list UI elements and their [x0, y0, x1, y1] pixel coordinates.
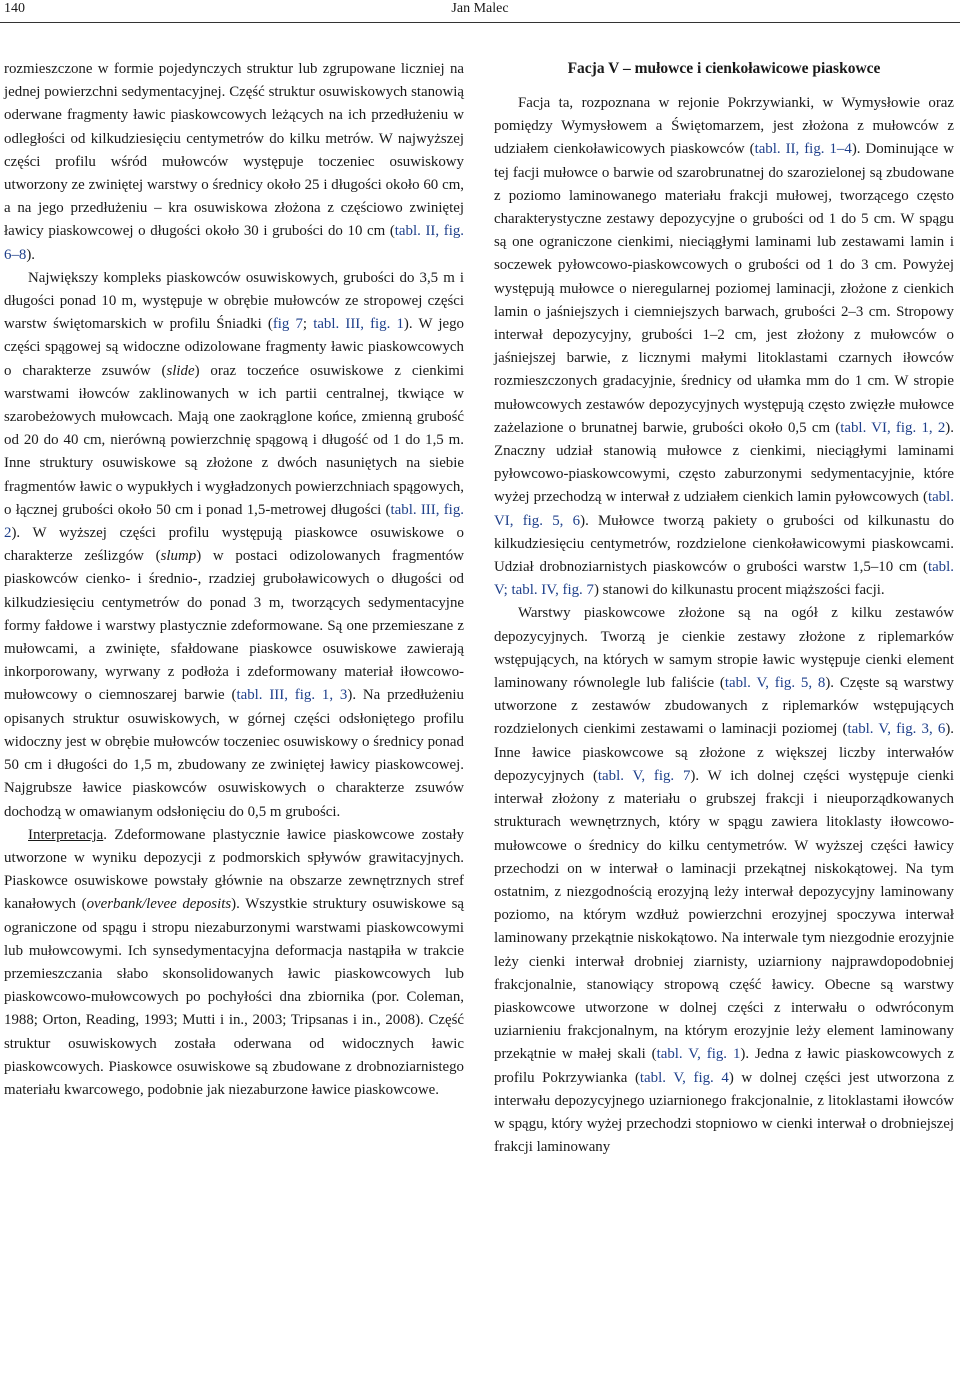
- text-run: ). W ich dolnej części występuje cienki interwał złożony z materiału o grubszej frakcji i nieuporządkowanych strukturach wewnętrznych, który w spągu zawiera litoklasty iłowcowo-mułowcowe o średnicy do kilku centymetrów. W wyższej części ławicy przechodzi on w interwał o laminacji przekątnej niskokątowej. Na tym ostatnim, z niezgodnością erozyjną leży interwał depozycyjny laminowany poziomo, na którym wzdłuż powierzchni erozyjnej spoczywa interwał laminowany przekątnie niskokątowo. Na interwale tym niezgodnie erozyjnie leży cienki interwał drobniej ziarnisty, uziarniony najprawdopodobniej frakcjonalnie, stanowiący stropową część ławicy. Obecne są warstwy piaskowcowe utworzone w dolnej części z interwału o odwróconym uziarnieniu frakcjonalnym, na którym erozyjnie leży element laminowany przekątnie w małej skali (: [494, 767, 954, 1063]
- text-run: Największy kompleks piaskowców osuwiskowych, grubości do 3,5 m i długości ponad 10 m, występuje w obrębie mułowców ze stropowej części warstw świętomarskich w profilu Śniadki (: [4, 269, 464, 333]
- text-run: ) w dolnej części jest utworzona z interwału depozycyjnego uziarnionego frakcjonalnie, z litoklastami iłowców w spągu, który wyżej przechodzi stopniowo w cienki interwał o drobniejszej frakcji laminowany: [494, 1069, 955, 1156]
- text-run: ). Częste są warstwy utworzone z zestawów zbudowanych z riplemarków wstępujących rozdzielonych cienkimi zestawami o laminacji poziomej (: [494, 675, 955, 738]
- figure-reference-link[interactable]: tabl. III, fig. 1: [313, 316, 404, 333]
- figure-reference-link[interactable]: tabl. V, fig. 5, 8: [724, 675, 826, 692]
- figure-reference-link[interactable]: tabl. III, fig. 1, 3: [236, 687, 348, 704]
- text-run: . Zdeformowane plastycznie ławice piaskowcowe zostały utworzone w wyniku depozycji z podmorskich spływów grawitacyjnych. Piaskowce osuwiskowe powstały głównie na obszarze zewnętrznych stref kanałowych (: [4, 826, 464, 913]
- running-head: [0, 0, 960, 23]
- text-run: ). W wyższej części profilu występują piaskowce osuwiskowe o charakterze ześlizgów (: [4, 525, 464, 565]
- figure-reference-link[interactable]: tabl. V, fig. 3, 6: [847, 721, 946, 738]
- text-run: rozmieszczone w formie pojedynczych struktur lub zgrupowane liczniej na jednej powierzchni sedymentacyjnej. Część struktur osuwiskowych stanowią oderwane fragmenty ławic piaskowcowych leżących na ich przedłużeniu w odległości od kilkudziesięciu centymetrów do kilku metrów. W najwyższej części profilu wśród mułowców występuje toczeniec osuwiskowy utworzony ze zwiniętej warstwy o średnicy około 25 i długości około 60 cm, a na jego przedłużeniu – kra osuwiskowa złożona z częściowo zwiniętej ławicy piaskowcowej o długości około 30 i grubości do 10 cm (: [4, 61, 464, 240]
- text-run: ). Znaczny udział stanowią mułowce z cienkimi, nieciągłymi laminami pyłowcowo-piaskowcowymi, często zaburzonymi sedymentacyjnie, które wyżej przechodzą w interwał z udziałem cienkich lamin pyłowcowych (: [494, 419, 954, 506]
- figure-reference-link[interactable]: tabl. V; tabl. IV, fig. 7: [494, 559, 954, 599]
- text-run: ) oraz toczeńce osuwiskowe z cienkimi warstwami iłowców zaklinowanych w ich partii centralnej, tkwiące w szarobeżowych mułowcach. Mają one zaokrąglone końce, zmienną grubość od 20 do 40 cm, nierówną powierzchnię spągową i długość od 1 do 1,5 m. Inne struktury osuwiskowe są złożone z dwóch nasuniętych na siebie fragmentów ławic o wypukłych i wygładzonych powierzchniach spągowych, o łącznej grubości około 50 cm i ponad 1,5-metrowej długości (: [4, 362, 464, 518]
- figure-reference-link[interactable]: tabl. VI, fig. 1, 2: [840, 419, 946, 436]
- italic-term: slump: [160, 548, 197, 565]
- text-run: ;: [302, 316, 314, 333]
- figure-reference-link[interactable]: fig 7: [272, 316, 303, 333]
- text-run: ). Na przedłużeniu opisanych struktur osuwiskowych, w górnej części odsłoniętego profilu widoczny jest w obrębie mułowców toczeniec osuwiskowy o średnicy ponad 50 cm i długości do 1,5 m, zbudowany ze zwiniętej ławicy piaskowcowej. Najgrubsze ławice piaskowców osuwiskowych o charakterze zsuwów dochodzą w omawianym odsłonięciu do 0,5 m grubości.: [4, 687, 464, 820]
- figure-reference-link[interactable]: tabl. VI, fig. 5, 6: [494, 489, 954, 529]
- right-column: [494, 58, 954, 1159]
- text-run: Facja ta, rozpoznana w rejonie Pokrzywianki, w Wymysłowie oraz pomiędzy Wymysłowem a Świętomarzem, jest złożona z mułowców z udziałem cienkoławicowych piaskowców (: [494, 95, 954, 158]
- text-run: ). W jego części spągowej są widoczne odizolowane fragmenty ławic piaskowcowych o charakterze zsuwów (: [4, 316, 464, 379]
- figure-reference-link[interactable]: tabl. II, fig. 6–8: [4, 223, 464, 263]
- text-run: ) stanowi do kilkunastu procent miąższości facji.: [593, 582, 885, 599]
- text-run: ).: [26, 246, 36, 263]
- figure-reference-link[interactable]: tabl. III, fig. 2: [4, 501, 464, 542]
- text-run: Warstwy piaskowcowe złożone są na ogół z kilku zestawów depozycyjnych. Tworzą je cienkie zestawy złożone z riplemarków wstępujących, na których w samym stropie ławic występuje cienki element laminowany równolegle lub faliście (: [494, 605, 954, 692]
- right-paragraph-1: [494, 92, 954, 602]
- left-column: [4, 58, 464, 1102]
- page-number: 140: [4, 1, 25, 16]
- section-heading: Facja V – mułowce i cienkoławicowe piaskowce: [567, 60, 881, 77]
- italic-term: overbank/levee deposits: [86, 896, 232, 913]
- text-run: ). Mułowce tworzą pakiety o grubości od kilkunastu do kilkudziesięciu centymetrów, rozdzielone cienkoławicowymi piaskowcami. Udział drobnoziarnistych piaskowców o grubości warstw 1,5–10 cm (: [494, 512, 955, 576]
- text-run: ). Jedna z ławic piaskowcowych z profilu Pokrzywianka (: [494, 1046, 954, 1086]
- italic-term: slide: [166, 362, 195, 379]
- left-paragraph-2: [4, 267, 464, 824]
- text-run: ). Inne ławice piaskowcowe są złożone z większej liczby interwałów depozycyjnych (: [494, 721, 955, 784]
- text-run: ). Wszystkie struktury osuwiskowe są ograniczone od spągu i stropu niezaburzonymi warstwami piaskowcowymi lub mułowcowymi. Ich synsedymentacyjna deformacja nastąpiła w trakcie przemieszczania słabo skonsolidowanych ławic piaskowcowych lub piaskowcowo-mułowcowych po pochyłości dna zbiornika (por. Coleman, 1988; Orton, Reading, 1993; Mutti i in., 2003; Tripsanas i in., 2008). Część struktur osuwiskowych została oderwana od widocznych ławic piaskowcowych. Piaskowce osuwiskowe są zbudowane z drobnoziarnistego materiału kwarcowego, podobnie jak niezaburzone ławice piaskowcowe.: [4, 896, 464, 1098]
- right-paragraph-2: [494, 602, 954, 1159]
- running-head-author: Jan Malec: [451, 1, 509, 16]
- figure-reference-link[interactable]: tabl. II, fig. 1–4: [754, 141, 852, 158]
- figure-reference-link[interactable]: tabl. V, fig. 4: [639, 1069, 729, 1086]
- text-run: ) w postaci odizolowanych fragmentów piaskowców cienko- i średnio-, rzadziej gruboławicowych o długości od kilkudziesięciu centymetrów do ponad 3 m, tworzących sedymentacyjne formy fałdowe i warstwy plastycznie zdeformowane. Są one przemieszane z mułowcami, a zwinięte, sfałdowane piaskowce osuwiskowe zawierają inkorporowany, wyrwany z podłoża i zdeformowany materiał iłowcowo-mułowcowy o ciemnoszarej barwie (: [4, 548, 465, 704]
- text-run: ). Dominujące w tej facji mułowce o barwie od szarobrunatnej do szarozielonej są zbudowane z poziomo laminowanego materiału frakcji mułowej, tworzącego często charakterystyczne zestawy depozycyjne o grubości od 1 do 5 cm. W spągu są one ograniczone cienkimi, nieciągłymi laminami lub zestawami lamin i soczewek pyłowcowo-piaskowcowych o grubości od 1 do 3 cm. Powyżej występują mułowce o nieregularnej poziomej laminacji, złożone z cienkich lamin o jaśniejszych i ciemniejszych barwach, grubości 2–3 cm. Stropowy interwał depozycyjny, grubości 1–2 cm, jest złożony z mułowców o jaśniejszej barwie, z licznymi małymi litoklastami czarnych iłowców rozmieszczonych gradacyjnie, średnicy od ułamka mm do 1 cm. W stropie mułowcowych zestawów depozycyjnych występują często zwięzłe mułowce zażelazione o brunatnej barwie, grubości około 0,5 cm (: [494, 141, 954, 436]
- figure-reference-link[interactable]: tabl. V, fig. 1: [656, 1046, 741, 1063]
- subsection-label: Interpretacja: [28, 826, 104, 843]
- left-paragraph-1: [4, 58, 464, 267]
- left-paragraph-interpretation: [4, 824, 464, 1102]
- figure-reference-link[interactable]: tabl. V, fig. 7: [597, 767, 691, 784]
